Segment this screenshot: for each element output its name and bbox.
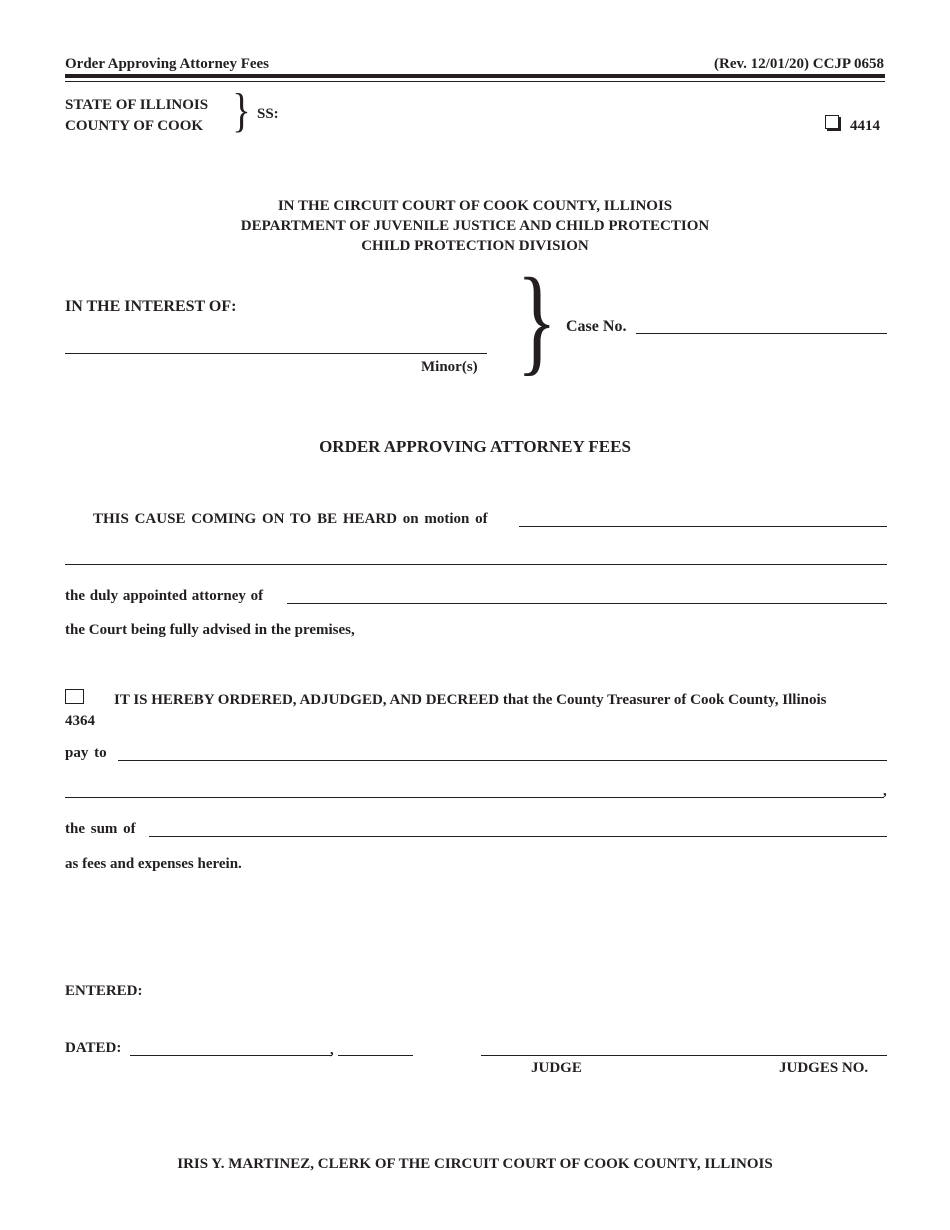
advised-text: the Court being fully advised in the premises, <box>65 622 355 638</box>
case-no-line[interactable] <box>636 333 887 334</box>
appointed-text: the duly appointed attorney of <box>65 588 264 604</box>
caption-brace-icon: } <box>516 253 557 386</box>
sum-line[interactable] <box>149 836 887 837</box>
minor-label: Minor(s) <box>421 359 478 375</box>
entered-label: ENTERED: <box>65 983 143 999</box>
form-title-header: Order Approving Attorney Fees <box>65 56 270 72</box>
form-revision: (Rev. 12/01/20) CCJP 0658 <box>714 56 884 72</box>
motion-of-line[interactable] <box>519 526 887 527</box>
header-rule-thick <box>65 74 885 78</box>
form-code: 4414 <box>850 118 880 134</box>
case-no-label: Case No. <box>566 318 627 335</box>
appointed-of-line[interactable] <box>287 603 887 604</box>
pay-to-continuation-line[interactable] <box>65 797 884 798</box>
clerk-footer: IRIS Y. MARTINEZ, CLERK OF THE CIRCUIT COURT OF COOK COUNTY, ILLINOIS <box>177 1156 773 1172</box>
court-name: IN THE CIRCUIT COURT OF COOK COUNTY, ILLINOIS <box>277 198 673 214</box>
venue-brace-icon: } <box>232 84 251 137</box>
cause-text: THIS CAUSE COMING ON TO BE HEARD on motion of <box>93 511 488 527</box>
venue-state: STATE OF ILLINOIS <box>65 97 209 113</box>
dated-label: DATED: <box>65 1040 122 1056</box>
sum-label: the sum of <box>65 821 136 837</box>
form-4414-checkbox[interactable] <box>825 115 839 129</box>
pay-to-label: pay to <box>65 745 107 761</box>
venue-county: COUNTY OF COOK <box>65 118 204 134</box>
order-checkbox[interactable] <box>65 689 84 704</box>
order-title: ORDER APPROVING ATTORNEY FEES <box>319 437 631 456</box>
fees-text: as fees and expenses herein. <box>65 856 242 872</box>
header-rule-thin <box>65 81 885 82</box>
judge-signature-line[interactable] <box>481 1055 887 1056</box>
court-division: CHILD PROTECTION DIVISION <box>361 238 589 254</box>
motion-of-continuation-line[interactable] <box>65 564 887 565</box>
court-department: DEPARTMENT OF JUVENILE JUSTICE AND CHILD PROTECTION <box>240 218 710 234</box>
dated-year-line[interactable] <box>338 1055 413 1056</box>
ordered-code: 4364 <box>65 713 95 729</box>
pay-to-comma: , <box>883 783 887 799</box>
ordered-text: IT IS HEREBY ORDERED, ADJUDGED, AND DECREED that the County Treasurer of Cook County, Illinois <box>114 692 827 708</box>
dated-date-line[interactable] <box>130 1055 332 1056</box>
minor-name-line[interactable] <box>65 353 487 354</box>
dated-comma: , <box>330 1042 334 1058</box>
venue-ss: SS: <box>257 106 279 122</box>
judges-no-label: JUDGES NO. <box>779 1060 869 1076</box>
interest-of-label: IN THE INTEREST OF: <box>65 298 237 315</box>
pay-to-line[interactable] <box>118 760 887 761</box>
judge-label: JUDGE <box>531 1060 582 1076</box>
